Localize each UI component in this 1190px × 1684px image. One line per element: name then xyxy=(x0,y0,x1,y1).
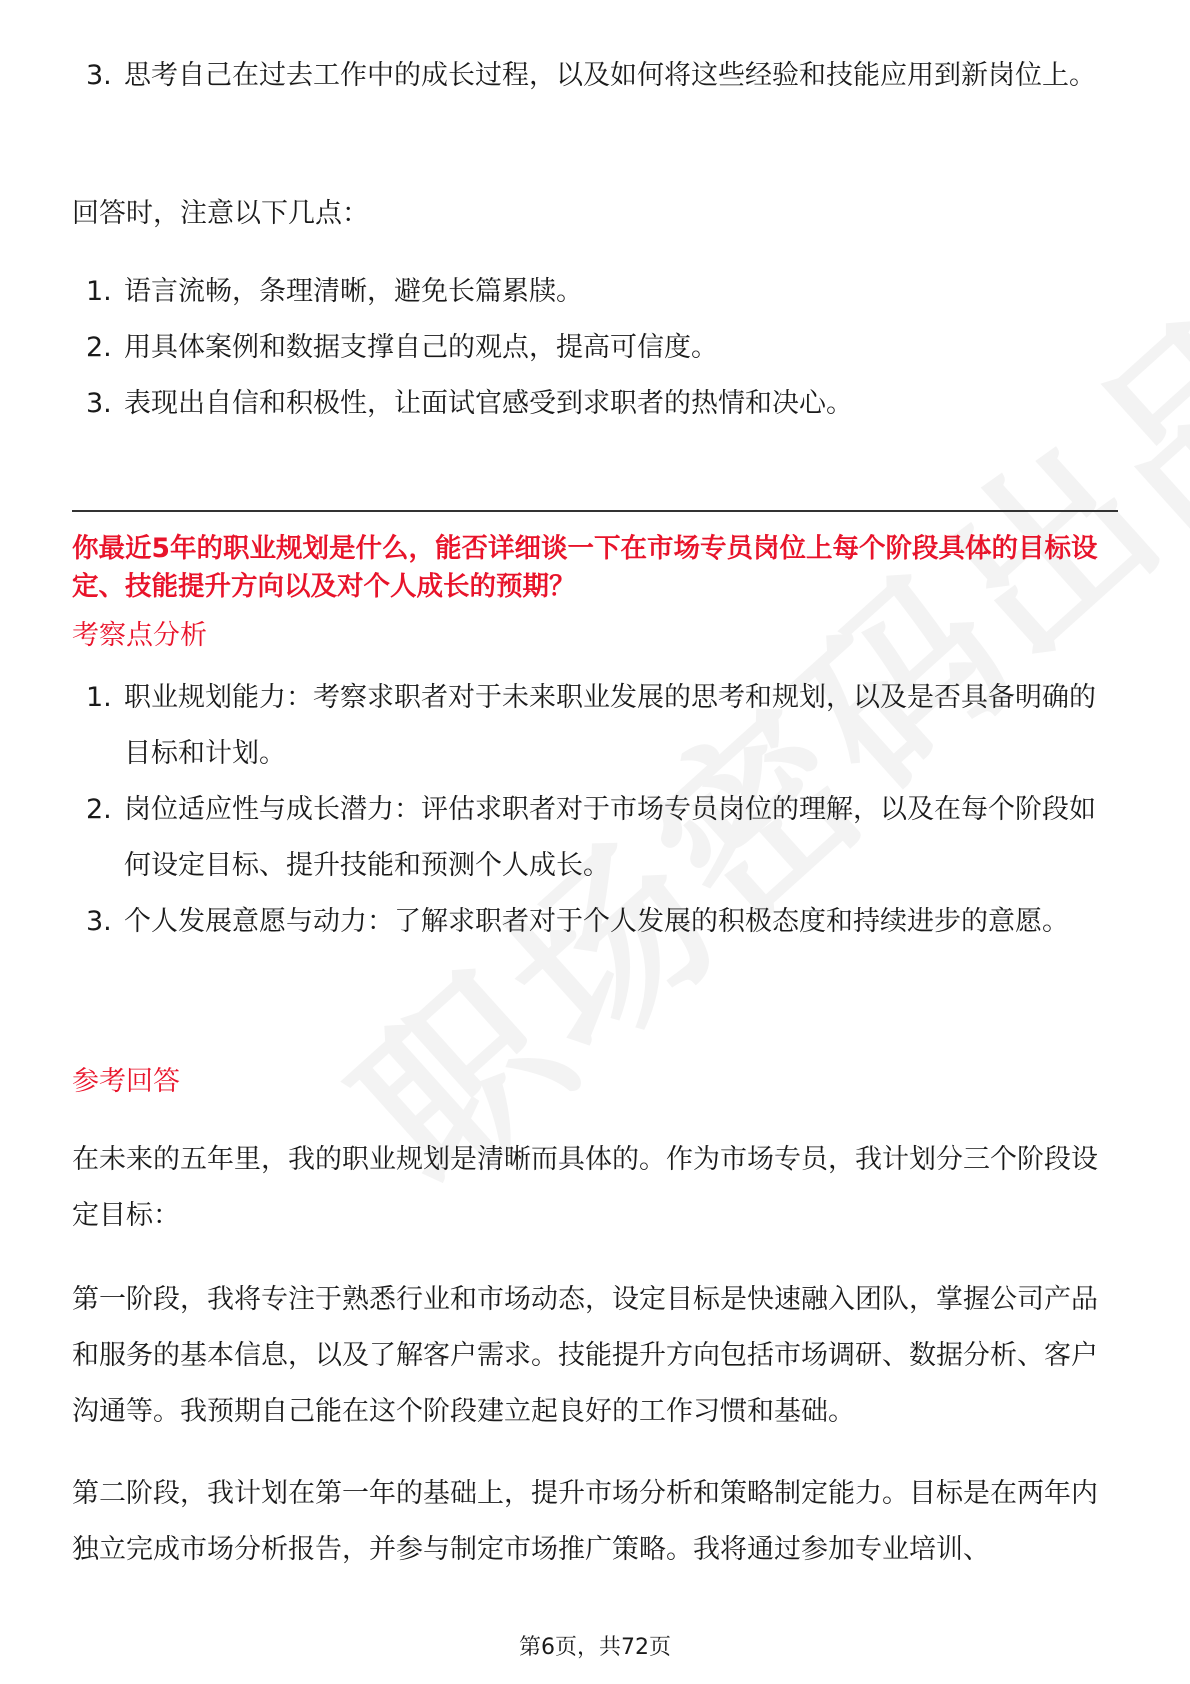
list-number: 3. xyxy=(86,388,112,419)
section-divider xyxy=(72,510,1118,512)
list-text: 思考自己在过去工作中的成长过程，以及如何将这些经验和技能应用到新岗位上。 xyxy=(124,60,1096,91)
page-footer: 第6页，共72页 xyxy=(519,1635,671,1660)
list-item xyxy=(72,894,1120,950)
question-heading: 你最近5年的职业规划是什么，能否详细谈一下在市场专员岗位上每个阶段具体的目标设定、技能提升方向以及对个人成长的预期？ xyxy=(72,533,1098,602)
list-item xyxy=(72,376,1120,432)
list-text: 岗位适应性与成长潜力：评估求职者对于市场专员岗位的理解，以及在每个阶段如何设定目标、提升技能和预测个人成长。 xyxy=(124,794,1096,881)
note-intro: 回答时，注意以下几点： xyxy=(72,198,369,229)
list-number: 3. xyxy=(86,906,112,937)
list-item xyxy=(72,670,1120,782)
top-list xyxy=(72,48,1120,104)
list-number: 1. xyxy=(86,276,112,307)
list-number: 2. xyxy=(86,332,112,363)
analysis-list xyxy=(72,670,1120,950)
list-number: 1. xyxy=(86,682,112,713)
list-text: 职业规划能力：考察求职者对于未来职业发展的思考和规划，以及是否具备明确的目标和计划。 xyxy=(124,682,1096,769)
answer-paragraph: 第一阶段，我将专注于熟悉行业和市场动态，设定目标是快速融入团队，掌握公司产品和服务的基本信息，以及了解客户需求。技能提升方向包括市场调研、数据分析、客户沟通等。我预期自己能在这个阶段建立起良好的工作习惯和基础。 xyxy=(72,1284,1098,1427)
list-text: 语言流畅，条理清晰，避免长篇累牍。 xyxy=(124,276,583,307)
list-item xyxy=(72,320,1120,376)
list-text: 个人发展意愿与动力：了解求职者对于个人发展的积极态度和持续进步的意愿。 xyxy=(124,906,1069,937)
list-item xyxy=(72,264,1120,320)
list-text: 表现出自信和积极性，让面试官感受到求职者的热情和决心。 xyxy=(124,388,853,419)
answer-heading: 参考回答 xyxy=(72,1066,180,1097)
notes-list xyxy=(72,264,1120,432)
answer-paragraph: 第二阶段，我计划在第一年的基础上，提升市场分析和策略制定能力。目标是在两年内独立完成市场分析报告，并参与制定市场推广策略。我将通过参加专业培训、 xyxy=(72,1478,1098,1565)
list-number: 3. xyxy=(86,60,112,91)
list-number: 2. xyxy=(86,794,112,825)
list-item xyxy=(72,782,1120,894)
analysis-heading: 考察点分析 xyxy=(72,620,207,651)
list-text: 用具体案例和数据支撑自己的观点，提高可信度。 xyxy=(124,332,718,363)
list-item xyxy=(72,48,1120,104)
answer-paragraph: 在未来的五年里，我的职业规划是清晰而具体的。作为市场专员，我计划分三个阶段设定目标： xyxy=(72,1144,1098,1231)
